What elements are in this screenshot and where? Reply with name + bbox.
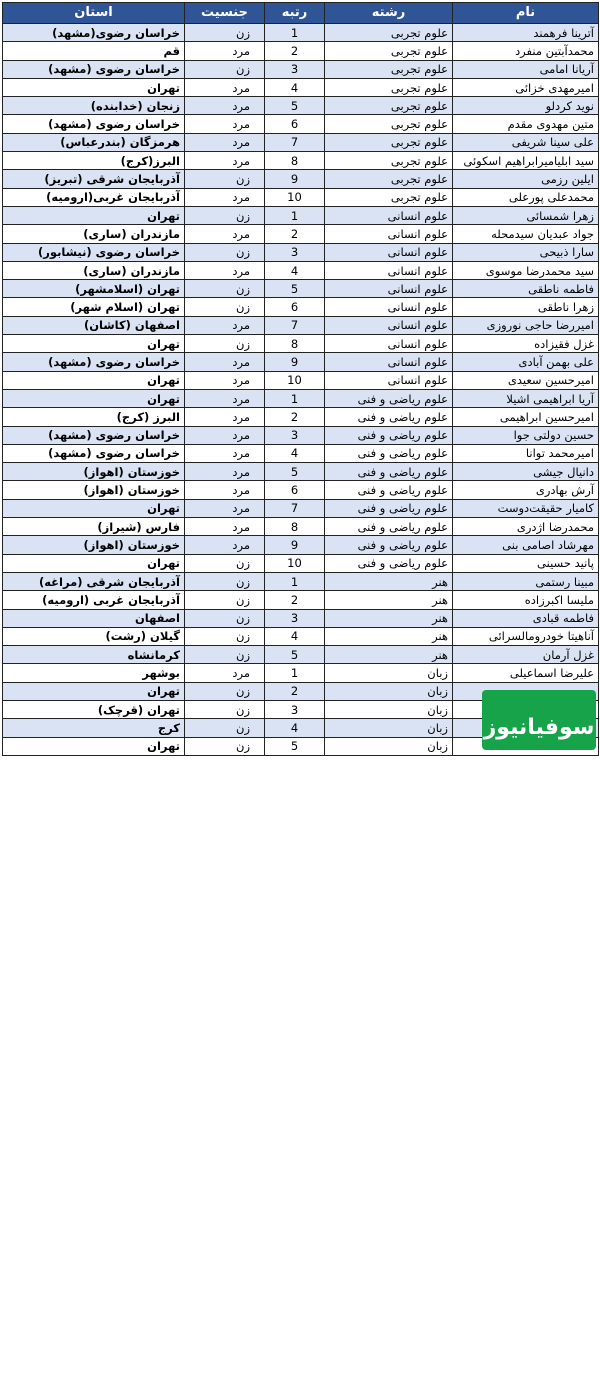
cell-gender: زن	[185, 280, 265, 298]
table-row	[3, 627, 599, 645]
cell-major: هنر	[325, 572, 453, 590]
table-row	[3, 463, 599, 481]
cell-gender: زن	[185, 170, 265, 188]
cell-major: علوم ریاضی و فنی	[325, 463, 453, 481]
cell-province: خراسان رضوی (مشهد)	[3, 353, 185, 371]
cell-name: آناهیتا خودرومالسرائی	[453, 627, 599, 645]
cell-province: خراسان رضوی(مشهد)	[3, 24, 185, 42]
cell-major: زبان	[325, 664, 453, 682]
cell-rank: 3	[265, 609, 325, 627]
cell-gender: مرد	[185, 408, 265, 426]
cell-province: آذربایجان غربی (ارومیه)	[3, 591, 185, 609]
cell-major: علوم ریاضی و فنی	[325, 518, 453, 536]
cell-gender: زن	[185, 719, 265, 737]
header-name: نام	[453, 3, 599, 24]
cell-name: سارا ذبیحی	[453, 243, 599, 261]
cell-major: علوم ریاضی و فنی	[325, 389, 453, 407]
cell-province: تهران (قرچک)	[3, 700, 185, 718]
table-row	[3, 426, 599, 444]
cell-rank: 9	[265, 170, 325, 188]
table-row	[3, 536, 599, 554]
cell-gender: مرد	[185, 225, 265, 243]
cell-name: آریا ابراهیمی اشیلا	[453, 389, 599, 407]
cell-gender: مرد	[185, 78, 265, 96]
cell-gender: مرد	[185, 188, 265, 206]
cell-rank: 8	[265, 152, 325, 170]
cell-major: علوم تجربی	[325, 42, 453, 60]
cell-gender: زن	[185, 591, 265, 609]
cell-province: زنجان (خدابنده)	[3, 97, 185, 115]
cell-major: زبان	[325, 700, 453, 718]
cell-major: علوم ریاضی و فنی	[325, 426, 453, 444]
cell-gender: مرد	[185, 481, 265, 499]
cell-gender: مرد	[185, 664, 265, 682]
cell-gender: مرد	[185, 389, 265, 407]
cell-gender: زن	[185, 682, 265, 700]
cell-province: خوزستان (اهواز)	[3, 463, 185, 481]
cell-province: آذربایجان غربی(ارومیه)	[3, 188, 185, 206]
cell-rank: 10	[265, 371, 325, 389]
cell-province: خراسان رضوی (مشهد)	[3, 60, 185, 78]
cell-rank: 4	[265, 261, 325, 279]
table-row	[3, 335, 599, 353]
header-province: استان	[3, 3, 185, 24]
cell-province: مازندران (ساری)	[3, 225, 185, 243]
cell-rank: 8	[265, 518, 325, 536]
cell-gender: زن	[185, 298, 265, 316]
cell-gender: زن	[185, 700, 265, 718]
cell-major: زبان	[325, 719, 453, 737]
cell-name: زهرا ناطقی	[453, 298, 599, 316]
cell-province: قم	[3, 42, 185, 60]
cell-province: تهران	[3, 499, 185, 517]
cell-major: زبان	[325, 737, 453, 755]
cell-rank: 3	[265, 426, 325, 444]
cell-gender: مرد	[185, 426, 265, 444]
table-row	[3, 188, 599, 206]
cell-major: علوم ریاضی و فنی	[325, 499, 453, 517]
cell-province: تهران (اسلام شهر)	[3, 298, 185, 316]
table-row	[3, 170, 599, 188]
cell-rank: 1	[265, 206, 325, 224]
table-row	[3, 133, 599, 151]
table-row	[3, 152, 599, 170]
cell-name: مهرشاد اصامی بنی	[453, 536, 599, 554]
cell-rank: 7	[265, 316, 325, 334]
cell-rank: 5	[265, 97, 325, 115]
table-row	[3, 60, 599, 78]
cell-rank: 2	[265, 42, 325, 60]
cell-major: علوم انسانی	[325, 335, 453, 353]
cell-rank: 4	[265, 719, 325, 737]
cell-name: کامیار حقیقت‌دوست	[453, 499, 599, 517]
cell-name: امیرمهدی خزائی	[453, 78, 599, 96]
cell-rank: 2	[265, 682, 325, 700]
cell-gender: زن	[185, 627, 265, 645]
table-row	[3, 298, 599, 316]
cell-province: تهران	[3, 206, 185, 224]
cell-gender: مرد	[185, 42, 265, 60]
table-row	[3, 115, 599, 133]
cell-rank: 4	[265, 78, 325, 96]
cell-rank: 2	[265, 408, 325, 426]
table-row	[3, 280, 599, 298]
cell-name: نوید کردلو	[453, 97, 599, 115]
cell-gender: مرد	[185, 444, 265, 462]
cell-name: زهرا شمسائی	[453, 206, 599, 224]
cell-major: علوم تجربی	[325, 133, 453, 151]
cell-gender: مرد	[185, 152, 265, 170]
cell-major: هنر	[325, 627, 453, 645]
cell-name: محمدرضا اژدری	[453, 518, 599, 536]
cell-province: تهران	[3, 371, 185, 389]
results-table	[2, 2, 599, 756]
cell-province: خوزستان (اهواز)	[3, 481, 185, 499]
cell-name: علیرضا اسماعیلی	[453, 664, 599, 682]
cell-gender: مرد	[185, 353, 265, 371]
cell-rank: 9	[265, 536, 325, 554]
cell-province: بوشهر	[3, 664, 185, 682]
table-row	[3, 206, 599, 224]
table-row	[3, 499, 599, 517]
cell-major: هنر	[325, 646, 453, 664]
cell-gender: مرد	[185, 536, 265, 554]
table-row	[3, 444, 599, 462]
cell-major: علوم ریاضی و فنی	[325, 481, 453, 499]
table-body	[3, 24, 599, 756]
cell-province: مازندران (ساری)	[3, 261, 185, 279]
cell-name: امیرحسین ابراهیمی	[453, 408, 599, 426]
table-row	[3, 371, 599, 389]
watermark-logo	[482, 690, 596, 750]
cell-major: علوم انسانی	[325, 316, 453, 334]
cell-gender: مرد	[185, 499, 265, 517]
cell-gender: زن	[185, 609, 265, 627]
cell-province: اصفهان (کاشان)	[3, 316, 185, 334]
cell-gender: مرد	[185, 371, 265, 389]
cell-province: خراسان رضوی (مشهد)	[3, 115, 185, 133]
table-row	[3, 243, 599, 261]
cell-rank: 7	[265, 133, 325, 151]
cell-major: علوم تجربی	[325, 115, 453, 133]
cell-major: علوم انسانی	[325, 371, 453, 389]
cell-gender: زن	[185, 572, 265, 590]
cell-major: علوم ریاضی و فنی	[325, 554, 453, 572]
cell-name: امیرحسین سعیدی	[453, 371, 599, 389]
cell-gender: مرد	[185, 261, 265, 279]
table-row	[3, 572, 599, 590]
cell-rank: 7	[265, 499, 325, 517]
cell-major: علوم ریاضی و فنی	[325, 408, 453, 426]
cell-rank: 3	[265, 700, 325, 718]
header-major: رشته	[325, 3, 453, 24]
cell-major: علوم ریاضی و فنی	[325, 536, 453, 554]
cell-rank: 1	[265, 389, 325, 407]
cell-major: علوم تجربی	[325, 24, 453, 42]
table-row	[3, 609, 599, 627]
cell-name: جواد عبدیان سیدمحله	[453, 225, 599, 243]
cell-major: علوم تجربی	[325, 152, 453, 170]
table-row	[3, 225, 599, 243]
cell-name: آریانا امامی	[453, 60, 599, 78]
cell-rank: 8	[265, 335, 325, 353]
cell-province: البرز(کرج)	[3, 152, 185, 170]
table-row	[3, 518, 599, 536]
cell-major: علوم انسانی	[325, 298, 453, 316]
cell-major: علوم تجربی	[325, 60, 453, 78]
cell-name: محمدعلی پورعلی	[453, 188, 599, 206]
cell-major: علوم انسانی	[325, 206, 453, 224]
cell-province: تهران	[3, 554, 185, 572]
cell-major: هنر	[325, 609, 453, 627]
cell-name: پانید حسینی	[453, 554, 599, 572]
cell-province: کرج	[3, 719, 185, 737]
cell-province: گیلان (رشت)	[3, 627, 185, 645]
cell-province: البرز (کرج)	[3, 408, 185, 426]
table-row	[3, 664, 599, 682]
watermark-text: سوفیانیوز	[483, 715, 595, 740]
table-row	[3, 261, 599, 279]
cell-name: علی سینا شریفی	[453, 133, 599, 151]
cell-rank: 1	[265, 572, 325, 590]
cell-rank: 6	[265, 481, 325, 499]
table-row	[3, 389, 599, 407]
cell-name: سید ابلیامیرابراهیم اسکوئی	[453, 152, 599, 170]
cell-name: فاطمه قبادی	[453, 609, 599, 627]
cell-province: تهران	[3, 682, 185, 700]
cell-name: متین مهدوی مقدم	[453, 115, 599, 133]
cell-gender: زن	[185, 60, 265, 78]
header-gender: جنسیت	[185, 3, 265, 24]
cell-gender: زن	[185, 737, 265, 755]
cell-gender: زن	[185, 335, 265, 353]
cell-name: ملیسا اکبرزاده	[453, 591, 599, 609]
cell-province: آذربایجان شرقی (تبریز)	[3, 170, 185, 188]
cell-rank: 5	[265, 463, 325, 481]
cell-name: فاطمه ناطقی	[453, 280, 599, 298]
table-row	[3, 353, 599, 371]
table-row	[3, 591, 599, 609]
cell-gender: زن	[185, 646, 265, 664]
table-row	[3, 42, 599, 60]
cell-rank: 5	[265, 737, 325, 755]
cell-major: علوم تجربی	[325, 170, 453, 188]
cell-gender: زن	[185, 243, 265, 261]
cell-rank: 10	[265, 554, 325, 572]
cell-rank: 4	[265, 627, 325, 645]
cell-major: زبان	[325, 682, 453, 700]
cell-major: علوم انسانی	[325, 280, 453, 298]
table-row	[3, 554, 599, 572]
cell-gender: زن	[185, 24, 265, 42]
cell-name: حسین دولتی جوا	[453, 426, 599, 444]
cell-rank: 6	[265, 115, 325, 133]
cell-province: تهران (اسلامشهر)	[3, 280, 185, 298]
table-row	[3, 24, 599, 42]
table-row	[3, 78, 599, 96]
cell-gender: مرد	[185, 316, 265, 334]
cell-name: آرش بهادری	[453, 481, 599, 499]
cell-major: علوم انسانی	[325, 261, 453, 279]
cell-rank: 3	[265, 60, 325, 78]
cell-rank: 1	[265, 24, 325, 42]
cell-province: آذربایجان شرقی (مراغه)	[3, 572, 185, 590]
cell-major: علوم تجربی	[325, 188, 453, 206]
cell-province: خوزستان (اهواز)	[3, 536, 185, 554]
cell-province: اصفهان	[3, 609, 185, 627]
cell-name: امیررضا حاجی نوروزی	[453, 316, 599, 334]
cell-name: غزل آرمان	[453, 646, 599, 664]
cell-gender: مرد	[185, 115, 265, 133]
cell-name: امیرمحمد توانا	[453, 444, 599, 462]
cell-gender: زن	[185, 206, 265, 224]
cell-name: علی بهمن آبادی	[453, 353, 599, 371]
cell-rank: 5	[265, 280, 325, 298]
table-row	[3, 316, 599, 334]
cell-province: تهران	[3, 335, 185, 353]
cell-rank: 1	[265, 664, 325, 682]
cell-name: ایلین رزمی	[453, 170, 599, 188]
cell-province: هرمزگان (بندرعباس)	[3, 133, 185, 151]
cell-major: علوم تجربی	[325, 97, 453, 115]
cell-province: کرمانشاه	[3, 646, 185, 664]
cell-province: خراسان رضوی (مشهد)	[3, 426, 185, 444]
results-table-container	[2, 2, 598, 756]
table-row	[3, 97, 599, 115]
cell-province: تهران	[3, 389, 185, 407]
cell-major: علوم ریاضی و فنی	[325, 444, 453, 462]
cell-name: دانیال جیشی	[453, 463, 599, 481]
cell-name: آترینا فرهمند	[453, 24, 599, 42]
cell-name: محمدآبتین منفرد	[453, 42, 599, 60]
cell-gender: مرد	[185, 97, 265, 115]
cell-gender: زن	[185, 554, 265, 572]
cell-name: مبینا رستمی	[453, 572, 599, 590]
table-header-row	[3, 3, 599, 24]
cell-major: علوم انسانی	[325, 353, 453, 371]
cell-rank: 9	[265, 353, 325, 371]
cell-province: فارس (شیراز)	[3, 518, 185, 536]
cell-rank: 4	[265, 444, 325, 462]
cell-province: تهران	[3, 78, 185, 96]
cell-rank: 3	[265, 243, 325, 261]
cell-gender: مرد	[185, 518, 265, 536]
cell-province: خراسان رضوی (نیشابور)	[3, 243, 185, 261]
cell-rank: 2	[265, 591, 325, 609]
cell-province: خراسان رضوی (مشهد)	[3, 444, 185, 462]
cell-name: سید محمدرضا موسوی	[453, 261, 599, 279]
cell-major: هنر	[325, 591, 453, 609]
cell-name: غزل فقیزاده	[453, 335, 599, 353]
cell-province: تهران	[3, 737, 185, 755]
table-row	[3, 481, 599, 499]
cell-major: علوم تجربی	[325, 78, 453, 96]
cell-rank: 2	[265, 225, 325, 243]
cell-rank: 10	[265, 188, 325, 206]
table-row	[3, 408, 599, 426]
cell-rank: 5	[265, 646, 325, 664]
cell-gender: مرد	[185, 463, 265, 481]
header-rank: رتبه	[265, 3, 325, 24]
table-row	[3, 646, 599, 664]
cell-major: علوم انسانی	[325, 243, 453, 261]
cell-major: علوم انسانی	[325, 225, 453, 243]
cell-rank: 6	[265, 298, 325, 316]
cell-gender: مرد	[185, 133, 265, 151]
